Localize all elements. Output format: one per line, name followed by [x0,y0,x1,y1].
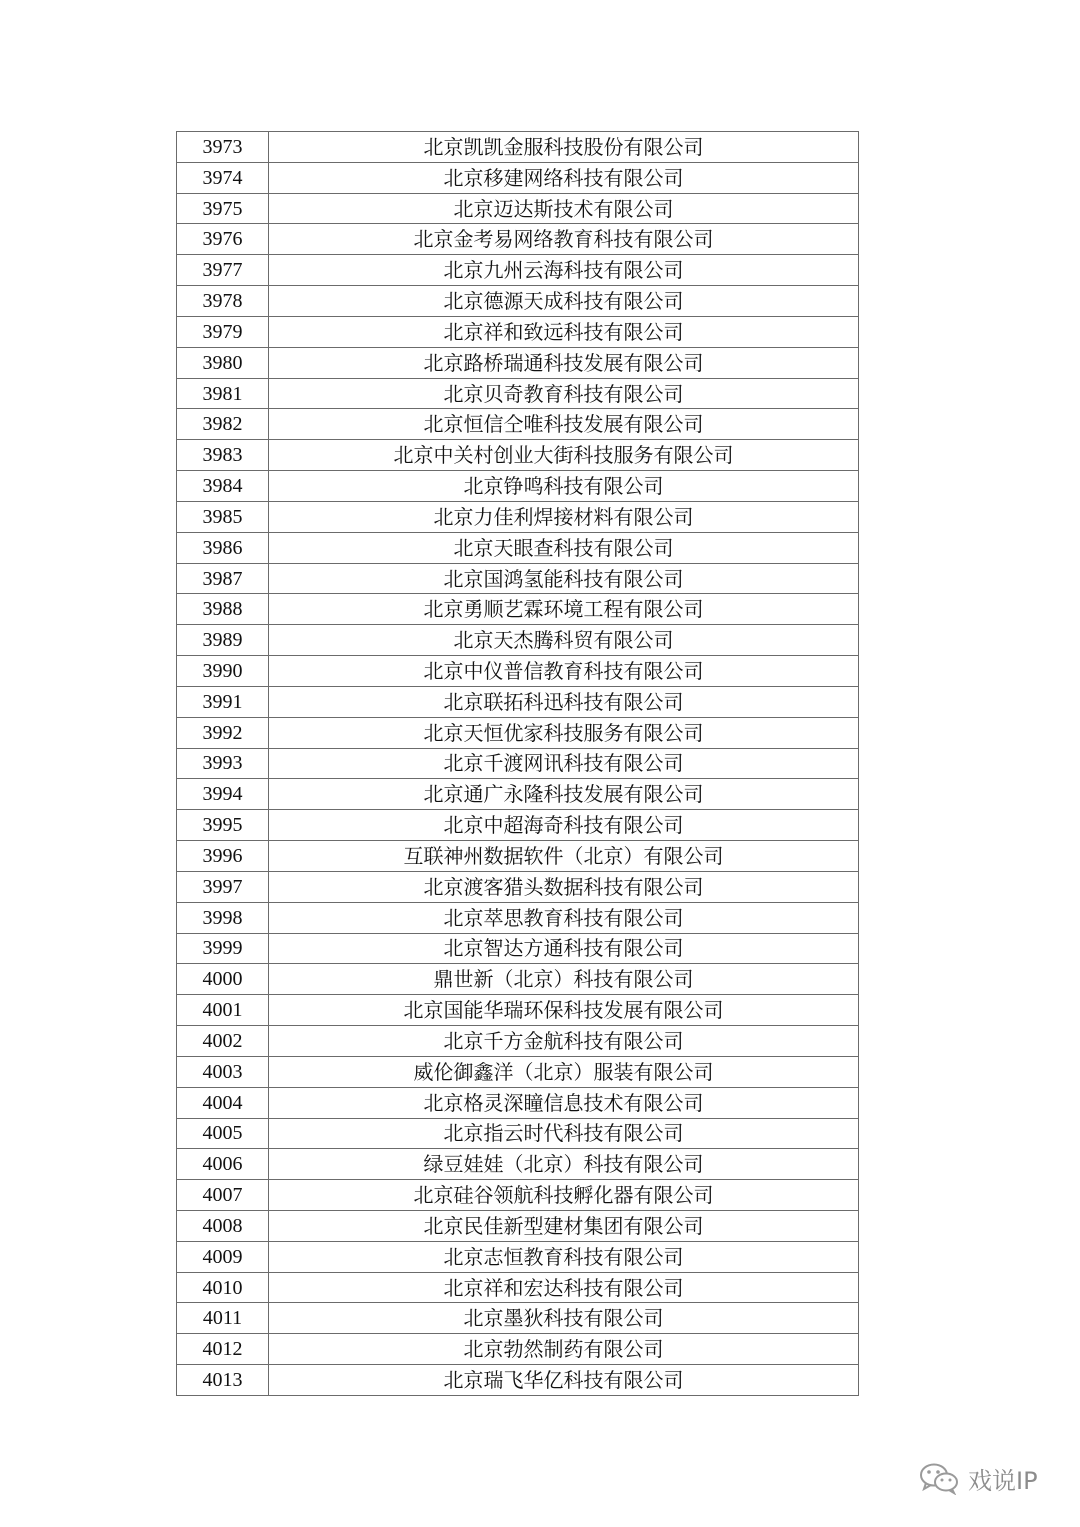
company-name: 北京国鸿氢能科技有限公司 [269,563,859,594]
row-number: 3996 [177,841,269,872]
company-name: 北京智达方通科技有限公司 [269,933,859,964]
company-name: 北京金考易网络教育科技有限公司 [269,224,859,255]
table-row [177,656,859,687]
table-row [177,132,859,163]
company-name: 北京渡客猎头数据科技有限公司 [269,871,859,902]
company-name: 北京天杰腾科贸有限公司 [269,625,859,656]
row-number: 4007 [177,1180,269,1211]
company-name: 北京萃思教育科技有限公司 [269,902,859,933]
table-row [177,193,859,224]
company-name: 北京天恒优家科技服务有限公司 [269,717,859,748]
table-row [177,286,859,317]
row-number: 3999 [177,933,269,964]
watermark [918,1458,1038,1498]
row-number: 3994 [177,779,269,810]
table-row [177,1180,859,1211]
company-name: 北京指云时代科技有限公司 [269,1118,859,1149]
row-number: 4008 [177,1210,269,1241]
company-name: 北京墨狄科技有限公司 [269,1303,859,1334]
row-number: 3974 [177,162,269,193]
table-row [177,841,859,872]
row-number: 4010 [177,1272,269,1303]
table-row [177,1026,859,1057]
company-name: 北京力佳利焊接材料有限公司 [269,501,859,532]
row-number: 3979 [177,316,269,347]
table-row [177,224,859,255]
table-row [177,563,859,594]
company-name: 北京瑞飞华亿科技有限公司 [269,1365,859,1396]
company-name: 北京国能华瑞环保科技发展有限公司 [269,995,859,1026]
table-row [177,810,859,841]
table-row [177,347,859,378]
table-row [177,1365,859,1396]
row-number: 3977 [177,255,269,286]
table-row [177,501,859,532]
row-number: 3981 [177,378,269,409]
company-name: 北京勃然制药有限公司 [269,1334,859,1365]
company-name: 北京硅谷领航科技孵化器有限公司 [269,1180,859,1211]
row-number: 3973 [177,132,269,163]
company-name: 北京祥和致远科技有限公司 [269,316,859,347]
company-name: 北京贝奇教育科技有限公司 [269,378,859,409]
table-row [177,1056,859,1087]
row-number: 3986 [177,532,269,563]
row-number: 4000 [177,964,269,995]
row-number: 4012 [177,1334,269,1365]
table-row [177,162,859,193]
wechat-icon [918,1461,960,1495]
table-row [177,594,859,625]
row-number: 4013 [177,1365,269,1396]
company-name: 北京恒信仝唯科技发展有限公司 [269,409,859,440]
company-list-table [176,131,859,1396]
company-name: 北京民佳新型建材集团有限公司 [269,1210,859,1241]
table-body [177,132,859,1396]
table-row [177,1118,859,1149]
row-number: 3988 [177,594,269,625]
table-row [177,1210,859,1241]
row-number: 4003 [177,1056,269,1087]
row-number: 3991 [177,686,269,717]
company-name: 北京移建网络科技有限公司 [269,162,859,193]
table-row [177,933,859,964]
row-number: 3989 [177,625,269,656]
row-number: 3983 [177,440,269,471]
row-number: 3998 [177,902,269,933]
row-number: 3975 [177,193,269,224]
row-number: 3982 [177,409,269,440]
table-row [177,717,859,748]
table-row [177,902,859,933]
watermark-text: 戏说IP [968,1466,1038,1495]
row-number: 3993 [177,748,269,779]
table-row [177,871,859,902]
table-row [177,1149,859,1180]
row-number: 4009 [177,1241,269,1272]
company-name: 北京联拓科迅科技有限公司 [269,686,859,717]
row-number: 3978 [177,286,269,317]
table-row [177,686,859,717]
company-name: 北京志恒教育科技有限公司 [269,1241,859,1272]
table-row [177,1334,859,1365]
row-number: 4002 [177,1026,269,1057]
company-name: 北京天眼查科技有限公司 [269,532,859,563]
company-name: 北京凯凯金服科技股份有限公司 [269,132,859,163]
company-name: 北京千渡网讯科技有限公司 [269,748,859,779]
table-row [177,964,859,995]
row-number: 4004 [177,1087,269,1118]
table-row [177,1087,859,1118]
company-name: 北京千方金航科技有限公司 [269,1026,859,1057]
company-name: 北京铮鸣科技有限公司 [269,471,859,502]
table-row [177,625,859,656]
row-number: 3980 [177,347,269,378]
table-row [177,1303,859,1334]
table-row [177,748,859,779]
company-name: 北京德源天成科技有限公司 [269,286,859,317]
row-number: 4011 [177,1303,269,1334]
row-number: 4001 [177,995,269,1026]
table-row [177,316,859,347]
table-row [177,995,859,1026]
table-row [177,1272,859,1303]
company-name: 北京格灵深瞳信息技术有限公司 [269,1087,859,1118]
table-row [177,440,859,471]
table-row [177,255,859,286]
row-number: 3976 [177,224,269,255]
company-name: 北京九州云海科技有限公司 [269,255,859,286]
row-number: 3984 [177,471,269,502]
table-row [177,532,859,563]
table-row [177,409,859,440]
company-name: 北京迈达斯技术有限公司 [269,193,859,224]
company-name: 北京中关村创业大街科技服务有限公司 [269,440,859,471]
table-row [177,1241,859,1272]
company-name: 互联神州数据软件（北京）有限公司 [269,841,859,872]
table-row [177,471,859,502]
row-number: 4006 [177,1149,269,1180]
row-number: 3990 [177,656,269,687]
row-number: 3992 [177,717,269,748]
company-name: 北京中超海奇科技有限公司 [269,810,859,841]
company-name: 绿豆娃娃（北京）科技有限公司 [269,1149,859,1180]
company-name: 北京路桥瑞通科技发展有限公司 [269,347,859,378]
table-row [177,378,859,409]
company-name: 鼎世新（北京）科技有限公司 [269,964,859,995]
row-number: 3995 [177,810,269,841]
row-number: 3987 [177,563,269,594]
company-name: 北京中仪普信教育科技有限公司 [269,656,859,687]
company-name: 北京祥和宏达科技有限公司 [269,1272,859,1303]
company-name: 威伦御鑫洋（北京）服装有限公司 [269,1056,859,1087]
row-number: 3985 [177,501,269,532]
row-number: 3997 [177,871,269,902]
company-name: 北京勇顺艺霖环境工程有限公司 [269,594,859,625]
row-number: 4005 [177,1118,269,1149]
table-row [177,779,859,810]
company-name: 北京通广永隆科技发展有限公司 [269,779,859,810]
